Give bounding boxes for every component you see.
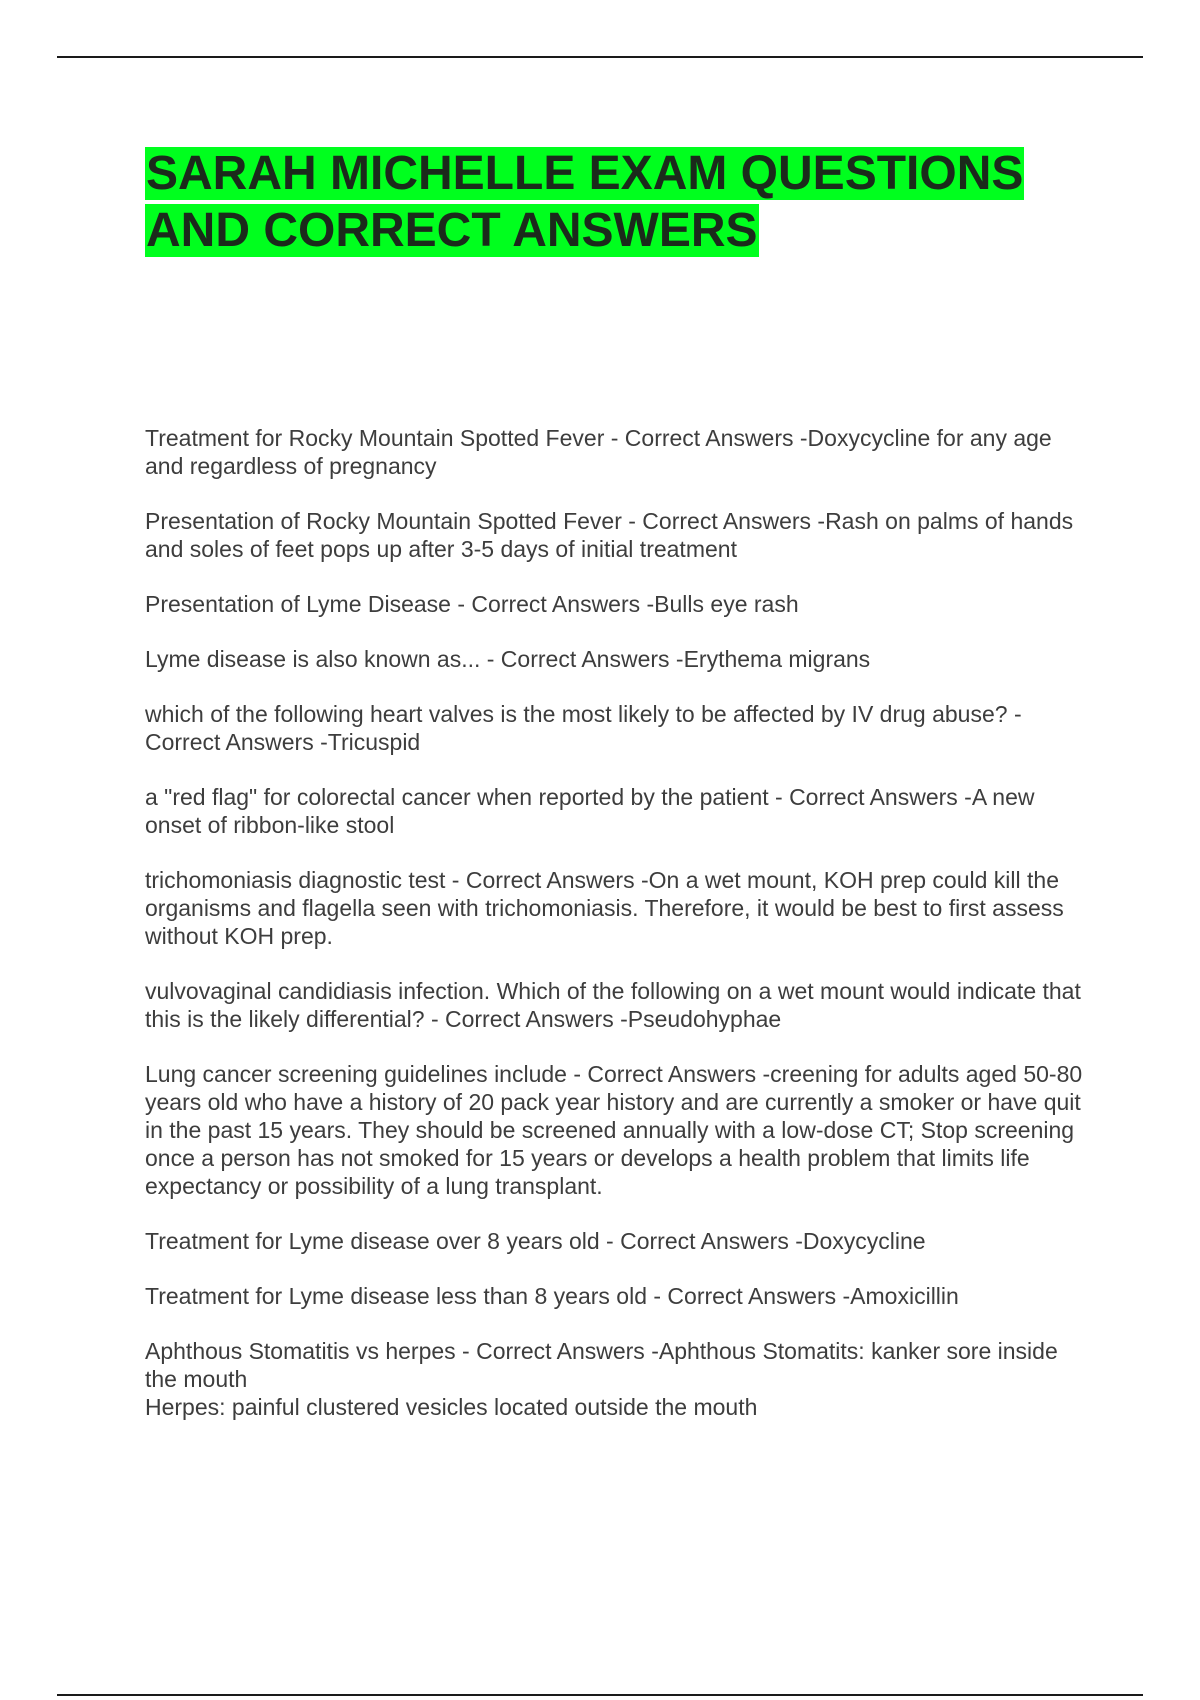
- qa-text: a "red flag" for colorectal cancer when reported by the patient - Correct Answers -A new onset of ribbon-like stool: [145, 784, 1035, 838]
- top-rule: [57, 56, 1143, 58]
- qa-text: Treatment for Lyme disease less than 8 years old - Correct Answers -Amoxicillin: [145, 1283, 959, 1309]
- qa-text: trichomoniasis diagnostic test - Correct Answers -On a wet mount, KOH prep could kill the organisms and flagella seen with trichomoniasis. Therefore, it would be best to first assess without KOH prep.: [145, 867, 1064, 949]
- qa-item: [145, 1060, 1090, 1200]
- qa-item: [145, 590, 1090, 618]
- qa-text: Aphthous Stomatitis vs herpes - Correct Answers -Aphthous Stomatits: kanker sore inside the mouth: [145, 1338, 1058, 1392]
- qa-text-continued: Herpes: painful clustered vesicles located outside the mouth: [145, 1394, 758, 1420]
- title-highlight: SARAH MICHELLE EXAM QUESTIONS AND CORRECT ANSWERS: [146, 147, 1024, 257]
- qa-text: which of the following heart valves is the most likely to be affected by IV drug abuse? - Correct Answers -Tricuspid: [145, 701, 1022, 755]
- qa-item: [145, 1337, 1090, 1421]
- qa-text: vulvovaginal candidiasis infection. Which of the following on a wet mount would indicate that this is the likely differential? - Correct Answers -Pseudohyphae: [145, 978, 1081, 1032]
- qa-item: [145, 1282, 1090, 1310]
- qa-item: [145, 424, 1090, 480]
- title-block: [145, 145, 1065, 259]
- qa-text: Lyme disease is also known as... - Correct Answers -Erythema migrans: [145, 646, 871, 672]
- qa-item: [145, 783, 1090, 839]
- qa-text: Lung cancer screening guidelines include - Correct Answers -creening for adults aged 50-80 years old who have a history of 20 pack year history and are currently a smoker or have quit in the past 15 years. They should be screened annually with a low-dose CT; Stop screening once a person has not smoked for 15 years or develops a health problem that limits life expectancy or possibility of a lung transplant.: [145, 1061, 1083, 1199]
- qa-text: Presentation of Lyme Disease - Correct Answers -Bulls eye rash: [145, 591, 799, 617]
- document-title: [145, 145, 1065, 259]
- qa-item: [145, 645, 1090, 673]
- qa-item: [145, 700, 1090, 756]
- qa-item: [145, 507, 1090, 563]
- qa-text: Treatment for Lyme disease over 8 years old - Correct Answers -Doxycycline: [145, 1228, 926, 1254]
- qa-list: [145, 424, 1090, 1448]
- qa-text: Treatment for Rocky Mountain Spotted Fever - Correct Answers -Doxycycline for any age and regardless of pregnancy: [145, 425, 1052, 479]
- qa-item: [145, 866, 1090, 950]
- bottom-rule: [57, 1694, 1143, 1696]
- qa-item: [145, 977, 1090, 1033]
- qa-text: Presentation of Rocky Mountain Spotted Fever - Correct Answers -Rash on palms of hands and soles of feet pops up after 3-5 days of initial treatment: [145, 508, 1074, 562]
- qa-item: [145, 1227, 1090, 1255]
